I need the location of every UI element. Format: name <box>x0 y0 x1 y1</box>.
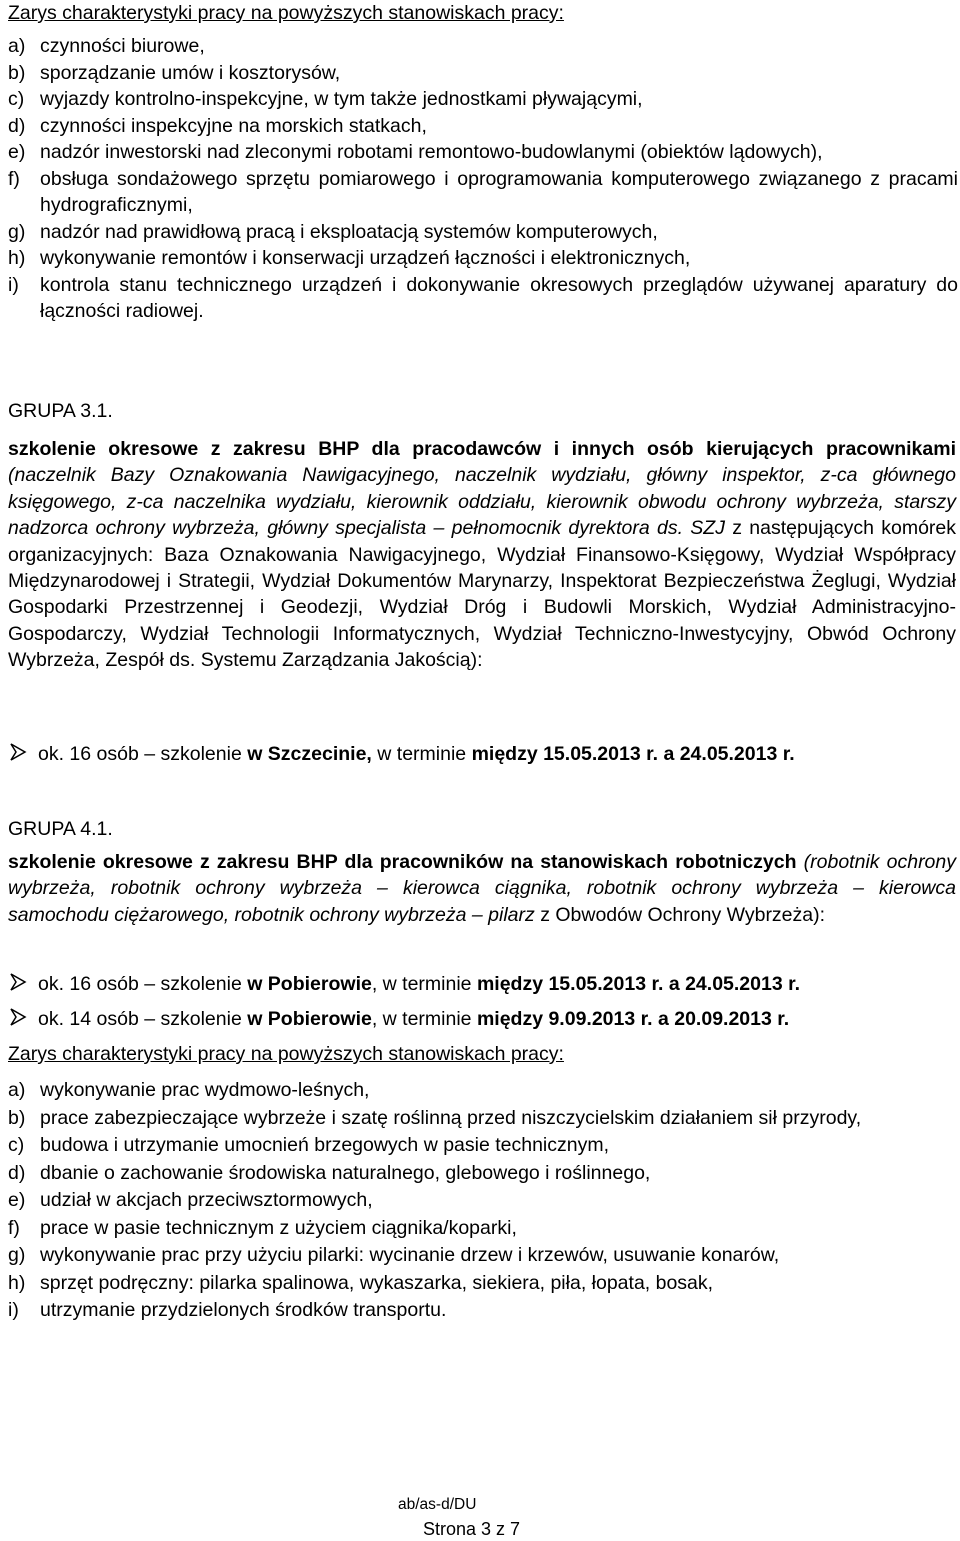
list-item: d) czynności inspekcyjne na morskich statkach, <box>8 114 427 137</box>
group-4-1-units: z Obwodów Ochrony Wybrzeża): <box>540 903 826 926</box>
group-3-1-title: GRUPA 3.1. <box>8 400 113 422</box>
session-item: ok. 16 osób – szkolenie w Pobierowie, w terminie między 15.05.2013 r. a 24.05.2013 r. <box>8 970 958 998</box>
arrow-bullet-icon <box>8 970 38 998</box>
list-item: f) obsługa sondażowego sprzętu pomiarowego i oprogramowania komputerowego związanego z pracami hydrograficznymi, <box>8 167 958 216</box>
list-item: h) wykonywanie remontów i konserwacji urządzeń łączności i elektronicznych, <box>8 247 691 269</box>
group-4-1-bold-intro: szkolenie okresowe z zakresu BHP dla pracowników na stanowiskach robotniczych <box>8 851 797 873</box>
list-item: b) sporządzanie umów i kosztorysów, <box>8 61 341 84</box>
list-item: d) dbanie o zachowanie środowiska naturalnego, glebowego i roślinnego, <box>8 1161 651 1184</box>
arrow-bullet-icon <box>8 1005 38 1033</box>
list-item: g) nadzór nad prawidłową pracą i eksploatacją systemów komputerowych, <box>8 220 658 243</box>
group-4-1-description <box>8 849 956 928</box>
group-3-1-units: z następujących komórek organizacyjnych: Baza Oznakowania Nawigacyjnego, Wydział Finansowo-Księgowy, Wydział Współpracy Międzynarodowej i Strategii, Wydział Dokumentów Marynarzy, Inspektorat Bezpieczeństwa Żeglugi, Wydział Gospodarki Przestrzennej i Geodezji, Wydział Dróg i Budowli Morskich, Wydział Administracyjno-Gospodarczy, Wydział Technologii Informatycznych, Wydział Techniczno-Inwestycyjny, Obwód Ochrony Wybrzeża, Zespół ds. Systemu Zarządzania Jakością): <box>8 517 957 672</box>
list-item: b) prace zabezpieczające wybrzeże i szatę roślinną przed niszczycielskim działaniem sił przyrody, <box>8 1106 862 1129</box>
section2-list <box>8 1077 958 1325</box>
list-item: e) nadzór inwestorski nad zleconymi robotami remontowo-budowlanymi (obiektów lądowych), <box>8 141 823 163</box>
session-item: ok. 14 osób – szkolenie w Pobierowie, w terminie między 9.09.2013 r. a 20.09.2013 r. <box>8 1005 958 1033</box>
list-item: a) wykonywanie prac wydmowo-leśnych, <box>8 1079 370 1101</box>
list-item: h) sprzęt podręczny: pilarka spalinowa, wykaszarka, siekiera, piła, łopata, bosak, <box>8 1271 714 1294</box>
arrow-bullet-icon <box>8 740 38 768</box>
section1-list <box>8 33 958 325</box>
section2-heading: Zarys charakterystyki pracy na powyższych stanowiskach pracy: <box>8 1043 564 1065</box>
session-item: ok. 16 osób – szkolenie w Szczecinie, w terminie między 15.05.2013 r. a 24.05.2013 r. <box>8 740 958 768</box>
group-3-1-bold-intro: szkolenie okresowe z zakresu BHP dla pracodawców i innych osób kierujących pracownikami <box>8 438 956 460</box>
section1-heading: Zarys charakterystyki pracy na powyższych stanowiskach pracy: <box>8 2 564 24</box>
group-3-1-positions: (naczelnik Bazy Oznakowania Nawigacyjnego, naczelnik wydziału, główny inspektor, z-ca głównego księgowego, z-ca naczelnika wydziału, kierownik oddziału, kierownik obwodu ochrony wybrzeża, starszy nadzorca ochrony wybrzeża, główny specjalista – pełnomocnik dyrektora ds. SZJ <box>8 464 956 540</box>
list-item: i) kontrola stanu technicznego urządzeń i dokonywanie okresowych przeglądów używanej aparatury do łączności radiowej. <box>8 273 958 322</box>
group-4-1-positions: (robotnik ochrony wybrzeża, robotnik ochrony wybrzeża – kierowca ciągnika, robotnik ochrony wybrzeża – kierowca samochodu ciężarowego, robotnik ochrony wybrzeża – pilarz <box>8 851 956 926</box>
list-item: e) udział w akcjach przeciwsztormowych, <box>8 1189 373 1211</box>
group-4-1-title: GRUPA 4.1. <box>8 818 113 840</box>
list-item: c) wyjazdy kontrolno-inspekcyjne, w tym także jednostkami pływającymi, <box>8 88 643 110</box>
page-number: Strona 3 z 7 <box>423 1519 521 1539</box>
list-item: c) budowa i utrzymanie umocnień brzegowych w pasie technicznym, <box>8 1134 610 1156</box>
list-item: i) utrzymanie przydzielonych środków transportu. <box>8 1299 447 1321</box>
document-code: ab/as-d/DU <box>398 1496 477 1513</box>
list-item: g) wykonywanie prac przy użyciu pilarki: wycinanie drzew i krzewów, usuwanie konarów, <box>8 1244 780 1266</box>
group-3-1-description <box>8 436 956 674</box>
list-item: f) prace w pasie technicznym z użyciem ciągnika/koparki, <box>8 1216 517 1239</box>
list-item: a) czynności biurowe, <box>8 35 205 57</box>
